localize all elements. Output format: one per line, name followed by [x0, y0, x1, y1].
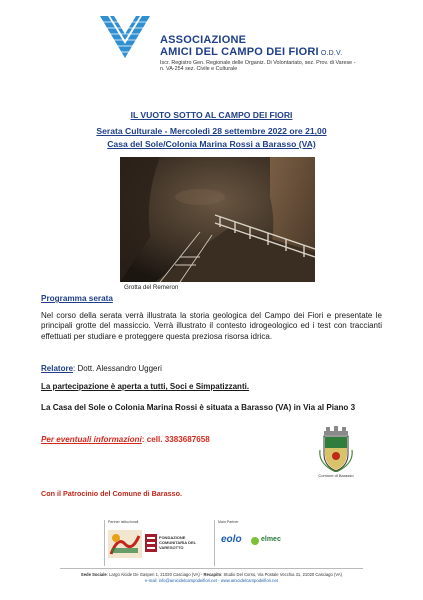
cave-photo: [120, 157, 315, 282]
association-logo-icon: [96, 14, 154, 60]
program-heading: Programma serata: [41, 294, 113, 303]
footer-contact: : Studio Del Corso, Via Postale Vecchia 31, 21020 Casciago (VA): [221, 572, 343, 577]
association-name-line1: ASSOCIAZIONE: [160, 34, 247, 46]
footer-divider: [60, 568, 363, 569]
speaker-label: Relatore: [41, 364, 74, 373]
partner-logo-icon: [108, 530, 142, 558]
sponsor-elmec: elmec: [261, 536, 281, 543]
speaker-name: : Dott. Alessandro Uggeri: [73, 364, 162, 373]
info-phone: : cell. 3383687658: [141, 435, 210, 444]
info-line: [41, 435, 210, 444]
institutional-partners: [104, 520, 205, 566]
event-subtitle: Serata Culturale - Mercoledì 28 settembre 2022 ore 21,00: [96, 126, 327, 136]
barasso-crest-icon: [316, 426, 356, 472]
footer-contact-label: Recapito: [203, 572, 222, 577]
info-label: Per eventuali informazioni: [41, 435, 142, 444]
program-description: Nel corso della serata verrà illustrata la storia geologica del Campo dei Fiori e presentate le principali grotte del massiccio. Verrà illustrato il contesto idrogeologico ed i test con traccianti effettuati per studiare e proteggere questa preziosa risorsa idrica.: [41, 311, 382, 341]
main-partners: [214, 520, 315, 566]
sponsor-eolo: eolo: [221, 534, 242, 545]
event-title: IL VUOTO SOTTO AL CAMPO DEI FIORI: [130, 110, 293, 120]
foundation-logo-icon: [145, 534, 157, 552]
footer-email: e-mail: info@amicidelcampodeifiori.net - www.amicidelcampodeifiori.net: [145, 578, 278, 583]
event-venue: Casa del Sole/Colonia Marina Rossi a Barasso (VA): [107, 139, 316, 149]
foundation-name: FONDAZIONE COMUNITARIA DEL VARESOTTO: [159, 535, 197, 550]
patronage-text: Con il Patrocinio del Comune di Barasso.: [41, 489, 182, 498]
association-name-main: AMICI DEL CAMPO DEI FIORI: [160, 46, 319, 58]
participation-note: La partecipazione è aperta a tutti, Soci e Simpatizzanti.: [41, 382, 250, 391]
footer-seat: : Largo Alcide De Gasperi 1, 21020 Casciago (VA) -: [106, 572, 204, 577]
association-name: [160, 34, 390, 60]
footer-address: [0, 572, 423, 577]
registration-text: Iscr. Registro Gen. Regionale delle Organiz. Di Volontariato, sez. Prov. di Varese - n. VA-254 sez. Civile e Culturale: [160, 60, 356, 73]
footer-seat-label: Sede Sociale: [80, 572, 107, 577]
association-name-line2: [160, 46, 390, 60]
main-partners-label: Main Partner: [218, 520, 239, 524]
association-odv: O.D.V.: [320, 50, 343, 57]
crest-label: Comune di Barasso: [318, 473, 354, 478]
institutional-partners-label: Partner istituzionali: [108, 520, 139, 524]
photo-caption: Grotta del Remeron: [124, 284, 179, 291]
location-note: La Casa del Sole o Colonia Marina Rossi è situata a Barasso (VA) in Via al Piano 3: [41, 403, 356, 412]
speaker-line: [41, 364, 162, 373]
elmec-logo-icon: [251, 537, 259, 545]
